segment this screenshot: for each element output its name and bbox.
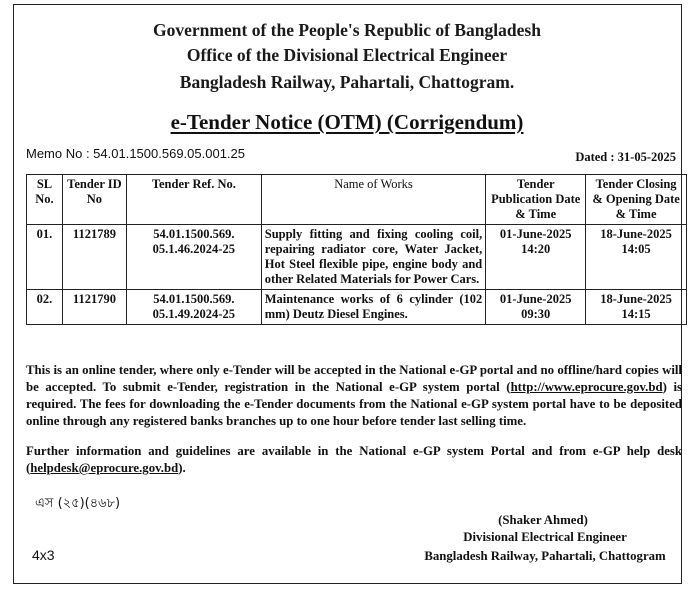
col-sl: SL No. bbox=[27, 175, 63, 225]
online-tender-paragraph bbox=[26, 362, 682, 430]
cell-ref: 54.01.1500.569. 05.1.49.2024-25 bbox=[126, 290, 261, 325]
close-date: 18-June-2025 bbox=[600, 292, 672, 306]
cell-sl: 02. bbox=[27, 290, 63, 325]
pub-time: 14:20 bbox=[521, 242, 551, 256]
para2-text-b: ). bbox=[178, 461, 186, 475]
header-government: Government of the People's Republic of Bangladesh bbox=[153, 20, 541, 40]
cell-tender-id: 1121789 bbox=[62, 225, 126, 290]
cell-closing bbox=[586, 225, 687, 290]
cell-closing bbox=[586, 290, 687, 325]
notice-title-text: e-Tender Notice (OTM) (Corrigendum) bbox=[170, 110, 524, 134]
col-publication: Tender Publication Date & Time bbox=[486, 175, 586, 225]
cell-works: Supply fitting and fixing cooling coil, repairing radiator core, Water Jacket, Hot Steel flexible pipe, engine body and other Related Materials for Power Cars. bbox=[261, 225, 486, 290]
para1-text-b: ) is required. The fees for downloading the e-Tender documents from the National e-GP system portal have to be deposited online through any registered banks branches up to one hour before tender last selling time. bbox=[26, 380, 682, 428]
header-location: Bangladesh Railway, Pahartali, Chattogram. bbox=[179, 72, 515, 92]
close-time: 14:15 bbox=[621, 307, 651, 321]
cell-publication bbox=[486, 290, 586, 325]
pub-time: 09:30 bbox=[521, 307, 551, 321]
cell-publication bbox=[486, 225, 586, 290]
pub-date: 01-June-2025 bbox=[499, 227, 572, 241]
para2-text-a: Further information and guidelines are available in the National e-GP system Portal and from e-GP help desk ( bbox=[26, 444, 682, 475]
col-works: Name of Works bbox=[261, 175, 486, 225]
signatory-designation: Divisional Electrical Engineer bbox=[463, 530, 627, 544]
close-time: 14:05 bbox=[621, 242, 651, 256]
ad-size-label: 4x3 bbox=[32, 547, 55, 563]
further-info-paragraph bbox=[26, 443, 682, 477]
cell-tender-id: 1121790 bbox=[62, 290, 126, 325]
table-row bbox=[27, 225, 687, 290]
memo-number: Memo No : 54.01.1500.569.05.001.25 bbox=[26, 146, 245, 161]
close-date: 18-June-2025 bbox=[600, 227, 672, 241]
helpdesk-email-link[interactable]: helpdesk@eprocure.gov.bd bbox=[30, 461, 179, 475]
cell-sl: 01. bbox=[27, 225, 63, 290]
tender-table bbox=[26, 174, 687, 325]
para1-text-a: This is an online tender, where only e-Tender will be accepted in the National e-GP portal and no offline/hard copies will be accepted. To submit e-Tender, registration in the National e-GP system portal ( bbox=[26, 363, 682, 394]
header-office: Office of the Divisional Electrical Engineer bbox=[186, 45, 508, 65]
dated: Dated : 31-05-2025 bbox=[575, 150, 676, 164]
col-tender-id: Tender ID No bbox=[62, 175, 126, 225]
col-closing: Tender Closing & Opening Date & Time bbox=[586, 175, 687, 225]
cell-ref: 54.01.1500.569. 05.1.46.2024-25 bbox=[126, 225, 261, 290]
signatory-name: (Shaker Ahmed) bbox=[498, 513, 588, 527]
table-header-row bbox=[27, 175, 687, 225]
signatory-office: Bangladesh Railway, Pahartali, Chattogram bbox=[424, 549, 666, 563]
cell-works: Maintenance works of 6 cylinder (102 mm) Deutz Diesel Engines. bbox=[261, 290, 486, 325]
bangla-reference: এস (২৫)(৪৬৮) bbox=[35, 496, 121, 511]
pub-date: 01-June-2025 bbox=[499, 292, 572, 306]
eprocure-link[interactable]: http://www.eprocure.gov.bd bbox=[510, 380, 663, 394]
table-row bbox=[27, 290, 687, 325]
col-ref: Tender Ref. No. bbox=[126, 175, 261, 225]
notice-title bbox=[0, 110, 694, 135]
